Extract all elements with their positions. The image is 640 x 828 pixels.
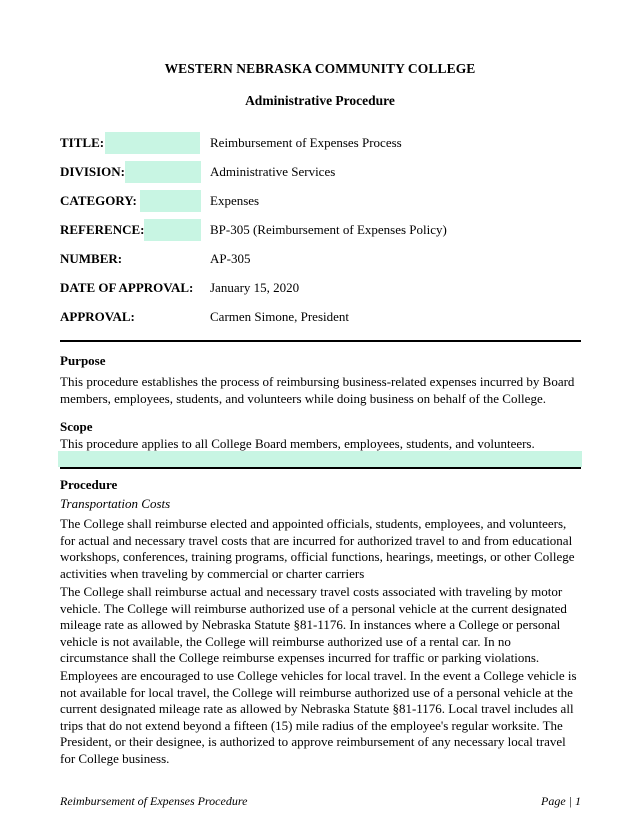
field-highlight <box>125 161 201 183</box>
meta-label: TITLE: <box>60 135 105 150</box>
procedure-paragraph-2: The College shall reimburse actual and necessary travel costs associated with traveling by motor vehicle. The College will reimburse authorized use of a personal vehicle at the current designated mileage rate as allowed by Nebraska Statute §81-1176. In instances where a College or personal vehicle is not available, the College will reimburse authorized use of a rental car. In no circumstance shall the College reimburse expenses incurred for traffic or parking violations. <box>60 584 567 665</box>
meta-value: AP-305 <box>210 251 251 266</box>
meta-row-category <box>60 190 580 212</box>
meta-value: January 15, 2020 <box>210 280 300 295</box>
meta-label: DIVISION: <box>60 164 126 179</box>
procedure-paragraph-1: The College shall reimburse elected and appointed officials, students, employees, and volunteers, for actual and necessary travel costs that are incurred for authorized travel to and from educational workshops, conferences, training programs, official functions, hearings, meetings, or other College activities when traveling by commercial or charter carriers <box>60 516 575 581</box>
scope-text: This procedure applies to all College Board members, employees, students, and volunteers. <box>60 436 535 451</box>
scope-highlight <box>58 451 582 467</box>
meta-value: Reimbursement of Expenses Process <box>210 135 402 150</box>
page-number: Page | 1 <box>541 794 581 808</box>
meta-row-approval <box>60 306 580 328</box>
meta-value: Expenses <box>210 193 260 208</box>
meta-row-date-of-approval <box>60 277 580 299</box>
meta-row-title <box>60 132 580 154</box>
scope-heading: Scope <box>60 419 93 434</box>
procedure-paragraph-3: Employees are encouraged to use College vehicles for local travel. In the event a College vehicle is not available for local travel, the College will reimburse authorized use of a personal vehicle at the current designated mileage rate as allowed by Nebraska Statute §81-1176. Local travel includes all trips that do not extend beyond a fifteen (15) mile radius of the employee's regular worksite. The President, or their designee, is authorized to approve reimbursement of any necessary local travel for College business. <box>60 668 577 766</box>
meta-row-division <box>60 161 580 183</box>
purpose-heading: Purpose <box>60 353 106 368</box>
field-highlight <box>140 190 201 212</box>
footer-title: Reimbursement of Expenses Procedure <box>60 794 248 808</box>
procedure-heading: Procedure <box>60 477 118 492</box>
section-divider <box>60 467 581 469</box>
procedure-subheading: Transportation Costs <box>60 496 171 511</box>
document-type: Administrative Procedure <box>245 93 395 108</box>
meta-label: CATEGORY: <box>60 193 137 208</box>
college-name: WESTERN NEBRASKA COMMUNITY COLLEGE <box>164 61 476 76</box>
field-highlight <box>144 219 201 241</box>
meta-label: APPROVAL: <box>60 309 135 324</box>
meta-value: Carmen Simone, President <box>210 309 350 324</box>
field-highlight <box>105 132 200 154</box>
meta-label: NUMBER: <box>60 251 123 266</box>
section-divider <box>60 340 581 342</box>
meta-value: BP-305 (Reimbursement of Expenses Policy) <box>210 222 447 237</box>
meta-value: Administrative Services <box>210 164 336 179</box>
meta-label: DATE OF APPROVAL: <box>60 280 194 295</box>
meta-row-number <box>60 248 580 270</box>
meta-label: REFERENCE: <box>60 222 145 237</box>
meta-row-reference <box>60 219 580 241</box>
purpose-text: This procedure establishes the process of reimbursing business-related expenses incurred by Board members, employees, students, and volunteers while doing business on behalf of the College. <box>60 374 575 406</box>
